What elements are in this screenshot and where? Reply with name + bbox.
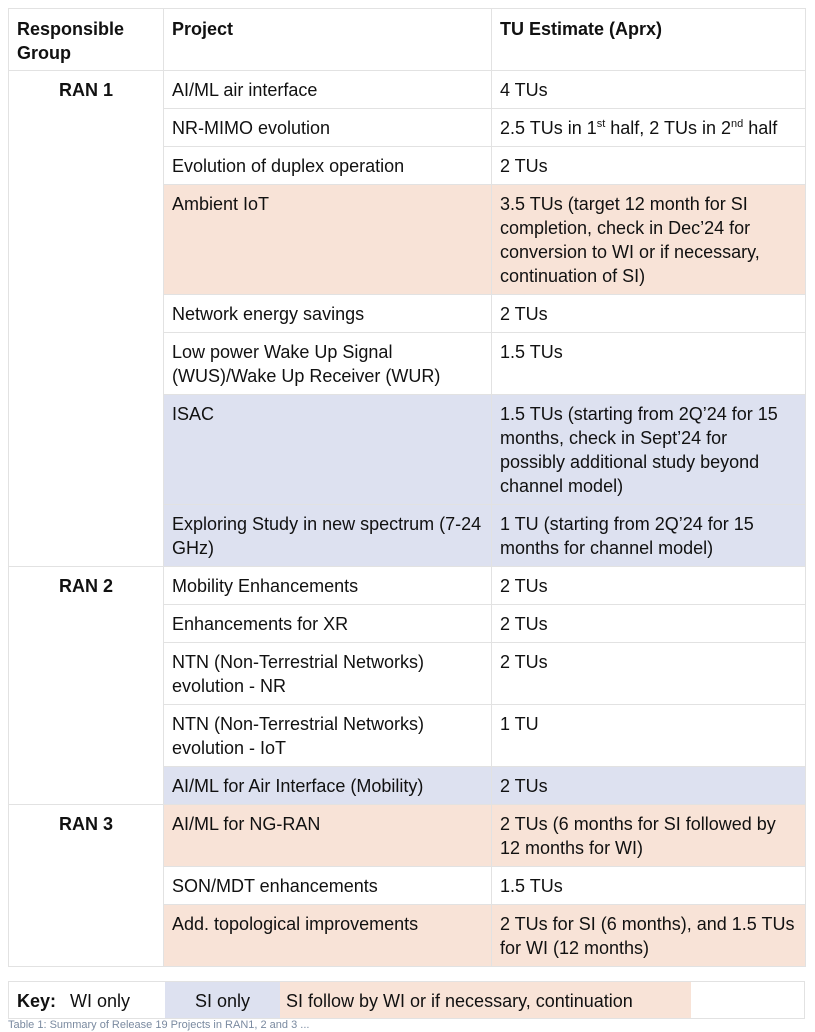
tu-estimate-cell [492,109,806,147]
tu-estimate-cell: 2 TUs (6 months for SI followed by 12 months for WI) [492,805,806,867]
table-row [9,805,806,867]
estimate-text: half, 2 TUs in 2 [605,118,732,138]
ordinal-suffix: st [596,118,606,130]
responsible-group-cell: RAN 1 [9,71,164,567]
tu-estimate-cell: 4 TUs [492,71,806,109]
table-body [9,71,806,967]
project-cell: AI/ML for Air Interface (Mobility) [164,767,492,805]
key-si-follow-wi: SI follow by WI or if necessary, continuation [280,982,691,1018]
project-cell: Ambient IoT [164,185,492,295]
table-header-row [9,9,806,71]
project-cell: Mobility Enhancements [164,567,492,605]
tu-estimate-cell: 1.5 TUs [492,333,806,395]
key-wi-only-text: WI only [70,991,131,1011]
project-cell: Add. topological improvements [164,905,492,967]
key-si-only: SI only [165,982,280,1018]
project-cell: AI/ML for NG-RAN [164,805,492,867]
ordinal-suffix: nd [731,118,744,130]
header-project: Project [164,9,492,71]
key-label: Key: [17,991,57,1011]
tu-estimate-cell: 2 TUs [492,567,806,605]
tu-estimate-cell: 2 TUs [492,147,806,185]
key-blank-cell [691,982,804,1018]
header-tu-estimate: TU Estimate (Aprx) [492,9,806,71]
tu-estimate-cell: 1.5 TUs (starting from 2Q’24 for 15 months, check in Sept’24 for possibly additional study beyond channel model) [492,395,806,505]
tu-estimate-cell: 2 TUs [492,767,806,805]
project-cell: Evolution of duplex operation [164,147,492,185]
project-cell: Exploring Study in new spectrum (7-24 GHz) [164,505,492,567]
tu-estimate-cell: 2 TUs [492,605,806,643]
estimate-text: half [743,118,778,138]
tu-estimate-cell: 1.5 TUs [492,867,806,905]
tu-estimate-cell: 1 TU [492,705,806,767]
project-cell: NTN (Non-Terrestrial Networks) evolution - IoT [164,705,492,767]
table-row [9,567,806,605]
project-cell: NR-MIMO evolution [164,109,492,147]
tu-estimate-cell: 2 TUs for SI (6 months), and 1.5 TUs for WI (12 months) [492,905,806,967]
responsible-group-cell: RAN 3 [9,805,164,967]
project-cell: NTN (Non-Terrestrial Networks) evolution - NR [164,643,492,705]
header-responsible-group: Responsible Group [9,9,164,71]
key-wi-only [9,982,165,1018]
responsible-group-cell: RAN 2 [9,567,164,805]
tu-estimate-cell: 1 TU (starting from 2Q’24 for 15 months for channel model) [492,505,806,567]
tu-estimate-cell: 2 TUs [492,295,806,333]
project-cell: Low power Wake Up Signal (WUS)/Wake Up Receiver (WUR) [164,333,492,395]
table-caption: Table 1: Summary of Release 19 Projects in RAN1, 2 and 3 ... [8,1019,310,1031]
project-cell: AI/ML air interface [164,71,492,109]
release-projects-table [8,8,806,967]
project-cell: SON/MDT enhancements [164,867,492,905]
project-cell: Network energy savings [164,295,492,333]
table-row [9,71,806,109]
tu-estimate-cell: 3.5 TUs (target 12 month for SI completion, check in Dec’24 for conversion to WI or if necessary, continuation of SI) [492,185,806,295]
estimate-text: 2.5 TUs in 1 [500,118,597,138]
tu-estimate-cell: 2 TUs [492,643,806,705]
project-cell: Enhancements for XR [164,605,492,643]
project-cell: ISAC [164,395,492,505]
color-key [8,981,805,1019]
